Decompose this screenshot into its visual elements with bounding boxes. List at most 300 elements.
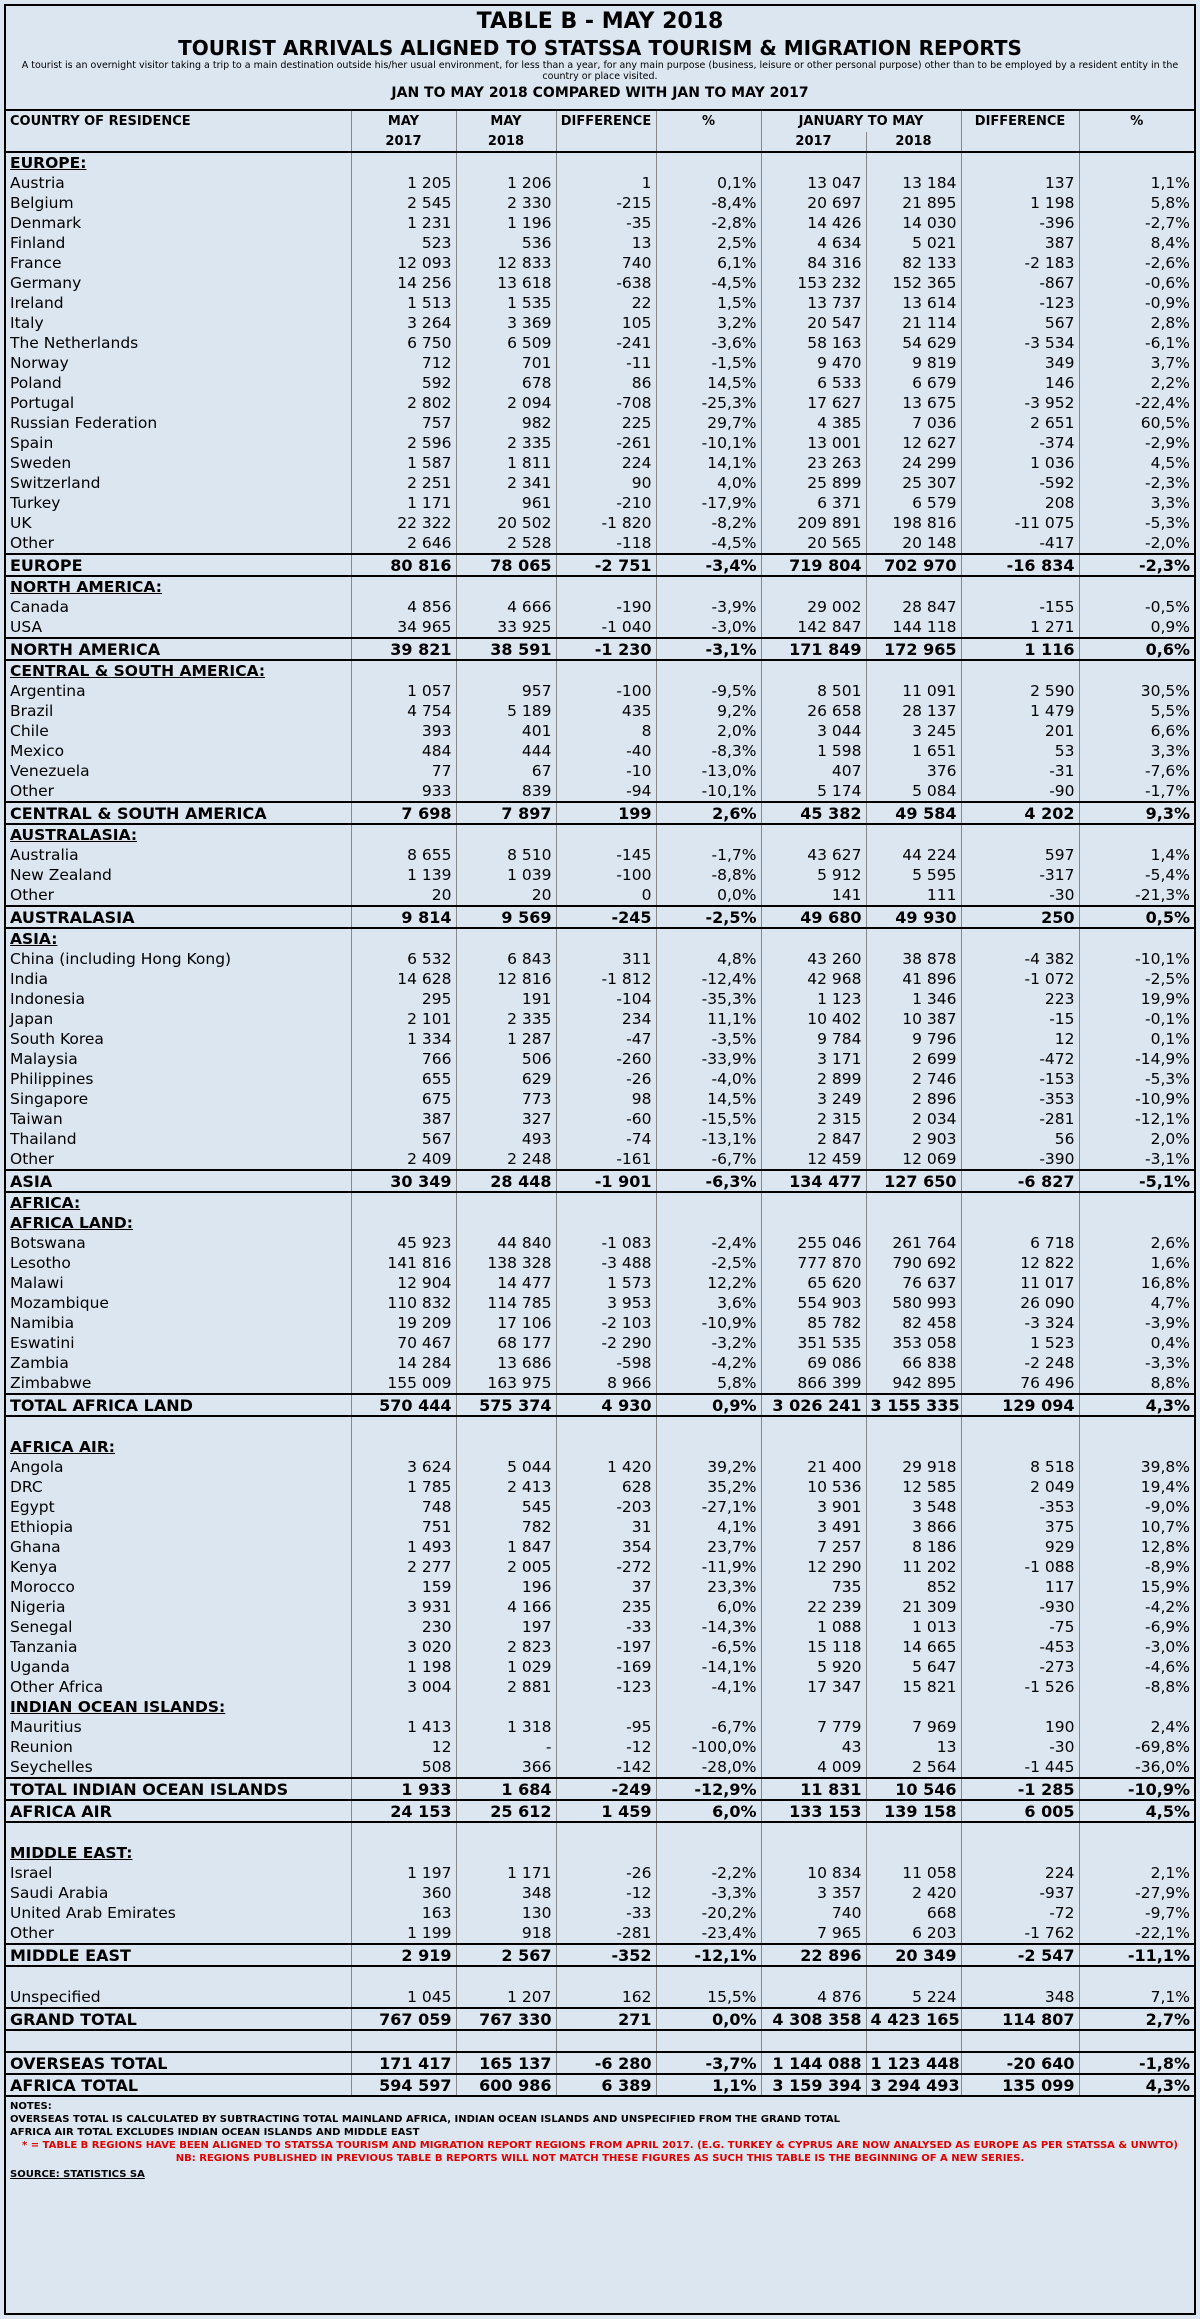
cell-value: -23,4%	[656, 1923, 761, 1944]
cell-value	[761, 1843, 866, 1863]
cell-value: 4 202	[961, 802, 1079, 824]
cell-value	[556, 152, 656, 173]
cell-value: 735	[761, 1577, 866, 1597]
cell-value: 10 546	[866, 1778, 961, 1800]
cell-value	[866, 576, 961, 597]
cell-value	[351, 1697, 456, 1717]
cell-value: -2,5%	[1079, 969, 1194, 989]
row-label: Turkey	[10, 493, 61, 512]
cell-value: 33 925	[456, 617, 556, 638]
cell-value: 86	[556, 373, 656, 393]
cell-value: 22 322	[351, 513, 456, 533]
cell-value: 12,8%	[1079, 1537, 1194, 1557]
cell-value: 66 838	[866, 1353, 961, 1373]
table-row	[6, 393, 1194, 413]
cell-value: 16,8%	[1079, 1273, 1194, 1293]
cell-value: -3,9%	[656, 597, 761, 617]
cell-value	[761, 1697, 866, 1717]
row-label: South Korea	[10, 1029, 104, 1048]
cell-value: -27,9%	[1079, 1883, 1194, 1903]
cell-value: -5,3%	[1079, 513, 1194, 533]
cell-value: 393	[351, 721, 456, 741]
row-label: Other	[10, 885, 55, 904]
cell-value: 1 651	[866, 741, 961, 761]
cell-value	[656, 928, 761, 949]
cell-value: 2 596	[351, 433, 456, 453]
cell-value: 740	[761, 1903, 866, 1923]
cell-value: -203	[556, 1497, 656, 1517]
cell-value: -169	[556, 1657, 656, 1677]
cell-value: -4,0%	[656, 1069, 761, 1089]
cell-value: 2 005	[456, 1557, 556, 1577]
cell-value: 20 547	[761, 313, 866, 333]
cell-value: 2 101	[351, 1009, 456, 1029]
row-label: INDIAN OCEAN ISLANDS:	[10, 1697, 226, 1716]
cell-value: 4,5%	[1079, 453, 1194, 473]
cell-value: -3,0%	[1079, 1637, 1194, 1657]
cell-value: 2,6%	[1079, 1233, 1194, 1253]
cell-value	[656, 660, 761, 681]
cell-value: 9 814	[351, 906, 456, 928]
cell-value: 6 679	[866, 373, 961, 393]
cell-value: 929	[961, 1537, 1079, 1557]
cell-value: 196	[456, 1577, 556, 1597]
table-row	[6, 293, 1194, 313]
cell-value: 9 470	[761, 353, 866, 373]
notes-title: NOTES:	[10, 2101, 52, 2112]
cell-value: 1,4%	[1079, 845, 1194, 865]
cell-value: 0,5%	[1079, 906, 1194, 928]
cell-value: 20	[351, 885, 456, 906]
cell-value: 387	[961, 233, 1079, 253]
cell-value: -1,7%	[1079, 781, 1194, 802]
cell-value	[351, 1213, 456, 1233]
row-label: AFRICA:	[10, 1193, 81, 1212]
cell-value: 129 094	[961, 1394, 1079, 1416]
table-row	[6, 1029, 1194, 1049]
cell-value: 366	[456, 1757, 556, 1778]
cell-value: 6,1%	[656, 253, 761, 273]
row-label: Canada	[10, 597, 69, 616]
cell-value: -281	[961, 1109, 1079, 1129]
cell-value: -13,0%	[656, 761, 761, 781]
cell-value: 545	[456, 1497, 556, 1517]
table-row	[6, 373, 1194, 393]
cell-value: -123	[556, 1677, 656, 1697]
cell-value: 575 374	[456, 1394, 556, 1416]
cell-value: 5 647	[866, 1657, 961, 1677]
cell-value: -2 290	[556, 1333, 656, 1353]
cell-value: 1 479	[961, 701, 1079, 721]
cell-value: 1 206	[456, 173, 556, 193]
row-label: Kenya	[10, 1557, 58, 1576]
cell-value: 4 930	[556, 1394, 656, 1416]
cell-value: 65 620	[761, 1273, 866, 1293]
total-row	[6, 554, 1194, 576]
row-label: GRAND TOTAL	[6, 2008, 351, 2030]
cell-value: 407	[761, 761, 866, 781]
cell-value: -197	[556, 1637, 656, 1657]
cell-value: 98	[556, 1089, 656, 1109]
cell-value	[556, 576, 656, 597]
cell-value: 1 057	[351, 681, 456, 701]
cell-value: -94	[556, 781, 656, 802]
cell-value: 11 202	[866, 1557, 961, 1577]
cell-value: 6 718	[961, 1233, 1079, 1253]
cell-value: 3 548	[866, 1497, 961, 1517]
cell-value: 2 315	[761, 1109, 866, 1129]
cell-value: 348	[456, 1883, 556, 1903]
cell-value: -3,5%	[656, 1029, 761, 1049]
cell-value: 536	[456, 233, 556, 253]
cell-value: 201	[961, 721, 1079, 741]
cell-value: 39,2%	[656, 1457, 761, 1477]
cell-value: 171 417	[351, 2052, 456, 2074]
cell-value: 13 001	[761, 433, 866, 453]
cell-value: 127 650	[866, 1170, 961, 1192]
cell-value: 3 159 394	[761, 2074, 866, 2096]
cell-value	[351, 2030, 456, 2052]
cell-value: 6 750	[351, 333, 456, 353]
table-row	[6, 949, 1194, 969]
cell-value: 567	[351, 1129, 456, 1149]
cell-value: 678	[456, 373, 556, 393]
table-row	[6, 681, 1194, 701]
cell-value: 3 866	[866, 1517, 961, 1537]
cell-value: 13 184	[866, 173, 961, 193]
cell-value: 0,1%	[656, 173, 761, 193]
cell-value: 43	[761, 1737, 866, 1757]
cell-value: 3 624	[351, 1457, 456, 1477]
row-label: UK	[10, 513, 32, 532]
cell-value: 1 811	[456, 453, 556, 473]
cell-value: 69 086	[761, 1353, 866, 1373]
cell-value: -390	[961, 1149, 1079, 1170]
cell-value: 6 005	[961, 1800, 1079, 1822]
cell-value	[456, 1213, 556, 1233]
cell-value	[761, 1416, 866, 1437]
cell-value: -13,1%	[656, 1129, 761, 1149]
cell-value: 22 239	[761, 1597, 866, 1617]
cell-value: -6,5%	[656, 1637, 761, 1657]
cell-value: 76 496	[961, 1373, 1079, 1394]
row-label: Senegal	[10, 1617, 73, 1636]
cell-value: -1 083	[556, 1233, 656, 1253]
cell-value	[866, 1213, 961, 1233]
cell-value	[656, 1437, 761, 1457]
total-row	[6, 638, 1194, 660]
cell-value: 2 034	[866, 1109, 961, 1129]
cell-value: 2 896	[866, 1089, 961, 1109]
cell-value	[1079, 576, 1194, 597]
cell-value: 493	[456, 1129, 556, 1149]
cell-value	[656, 2030, 761, 2052]
cell-value	[1079, 1416, 1194, 1437]
cell-value: -10	[556, 761, 656, 781]
cell-value: 11 091	[866, 681, 961, 701]
table-row	[6, 513, 1194, 533]
cell-value: 2 881	[456, 1677, 556, 1697]
cell-value: 15 821	[866, 1677, 961, 1697]
cell-value: 14 628	[351, 969, 456, 989]
table-row	[6, 1313, 1194, 1333]
cell-value: 4,7%	[1079, 1293, 1194, 1313]
cell-value: 5 189	[456, 701, 556, 721]
cell-value: 68 177	[456, 1333, 556, 1353]
cell-value: 4,3%	[1079, 2074, 1194, 2096]
row-label: AFRICA AIR:	[10, 1437, 115, 1456]
cell-value: -1 445	[961, 1757, 1079, 1778]
cell-value: -1,7%	[656, 845, 761, 865]
cell-value: -8,9%	[1079, 1557, 1194, 1577]
total-row	[6, 1944, 1194, 1966]
cell-value: 0,6%	[1079, 638, 1194, 660]
row-label: New Zealand	[10, 865, 112, 884]
cell-value: 933	[351, 781, 456, 802]
cell-value: -20 640	[961, 2052, 1079, 2074]
cell-value: -6,3%	[656, 1170, 761, 1192]
table-row	[6, 1477, 1194, 1497]
cell-value	[866, 1966, 961, 1987]
table-subheader-row	[6, 132, 1194, 152]
cell-value: -417	[961, 533, 1079, 554]
row-label: Singapore	[10, 1089, 89, 1108]
cell-value: 12 290	[761, 1557, 866, 1577]
row-label: Angola	[10, 1457, 64, 1476]
cell-value: 360	[351, 1883, 456, 1903]
table-row	[6, 1149, 1194, 1170]
row-label: Mauritius	[10, 1717, 82, 1736]
cell-value: 1	[556, 173, 656, 193]
table-row	[6, 885, 1194, 906]
cell-value	[556, 928, 656, 949]
cell-value: 38 878	[866, 949, 961, 969]
cell-value	[456, 1416, 556, 1437]
cell-value: -210	[556, 493, 656, 513]
row-label: Namibia	[10, 1313, 75, 1332]
row-label: Seychelles	[10, 1757, 93, 1776]
cell-value: -10,1%	[656, 781, 761, 802]
cell-value: 12 627	[866, 433, 961, 453]
cell-value: 961	[456, 493, 556, 513]
cell-value: 77	[351, 761, 456, 781]
cell-value: 1 684	[456, 1778, 556, 1800]
cell-value	[556, 1213, 656, 1233]
cell-value: 740	[556, 253, 656, 273]
cell-value: 1 036	[961, 453, 1079, 473]
row-label: OVERSEAS TOTAL	[6, 2052, 351, 2074]
cell-value	[1079, 1843, 1194, 1863]
cell-value: 1 318	[456, 1717, 556, 1737]
cell-value: -10,1%	[1079, 949, 1194, 969]
cell-value: 191	[456, 989, 556, 1009]
cell-value: 295	[351, 989, 456, 1009]
cell-value: 600 986	[456, 2074, 556, 2096]
cell-value: 629	[456, 1069, 556, 1089]
cell-value: -10,9%	[1079, 1778, 1194, 1800]
cell-value: -33	[556, 1903, 656, 1923]
col-header-pct-ytd: %	[1079, 110, 1194, 132]
cell-value: 114 807	[961, 2008, 1079, 2030]
table-row	[6, 1557, 1194, 1577]
row-label	[6, 1966, 351, 1987]
cell-value: 19 209	[351, 1313, 456, 1333]
cell-value	[351, 1843, 456, 1863]
cell-value: -11 075	[961, 513, 1079, 533]
cell-value: 2,0%	[1079, 1129, 1194, 1149]
notes-section	[6, 2097, 1194, 2165]
cell-value: -2 751	[556, 554, 656, 576]
cell-value: 250	[961, 906, 1079, 928]
cell-value: 2 251	[351, 473, 456, 493]
cell-value	[761, 2030, 866, 2052]
cell-value	[351, 1192, 456, 1213]
cell-value: 24 299	[866, 453, 961, 473]
cell-value: 2 746	[866, 1069, 961, 1089]
cell-value: 2,6%	[656, 802, 761, 824]
cell-value: 12 585	[866, 1477, 961, 1497]
cell-value	[961, 1416, 1079, 1437]
cell-value: 1 123 448	[866, 2052, 961, 2074]
cell-value: -14,1%	[656, 1657, 761, 1677]
cell-value: 20 502	[456, 513, 556, 533]
cell-value: -5,3%	[1079, 1069, 1194, 1089]
cell-value: 105	[556, 313, 656, 333]
cell-value: 5 174	[761, 781, 866, 802]
cell-value: 21 114	[866, 313, 961, 333]
cell-value: 2 564	[866, 1757, 961, 1778]
cell-value: 25 307	[866, 473, 961, 493]
cell-value: 223	[961, 989, 1079, 1009]
cell-value	[866, 1416, 961, 1437]
total-row	[6, 2074, 1194, 2096]
total-row	[6, 1778, 1194, 1800]
cell-value: -27,1%	[656, 1497, 761, 1517]
section-heading-row	[6, 1437, 1194, 1457]
cell-value: 7 897	[456, 802, 556, 824]
cell-value: 1 171	[456, 1863, 556, 1883]
cell-value	[961, 1697, 1079, 1717]
cell-value: -281	[556, 1923, 656, 1944]
cell-value: -6,1%	[1079, 333, 1194, 353]
cell-value: 17 347	[761, 1677, 866, 1697]
cell-value: 1 413	[351, 1717, 456, 1737]
cell-value: -47	[556, 1029, 656, 1049]
row-label: CENTRAL & SOUTH AMERICA	[6, 802, 351, 824]
cell-value: -72	[961, 1903, 1079, 1923]
row-label: Denmark	[10, 213, 82, 232]
cell-value: 1 197	[351, 1863, 456, 1883]
col-header-country: COUNTRY OF RESIDENCE	[6, 110, 351, 132]
cell-value: 757	[351, 413, 456, 433]
col-header-difference: DIFFERENCE	[556, 110, 656, 132]
cell-value: 9 819	[866, 353, 961, 373]
cell-value	[961, 1843, 1079, 1863]
cell-value: -272	[556, 1557, 656, 1577]
cell-value: 37	[556, 1577, 656, 1597]
cell-value: 26 658	[761, 701, 866, 721]
row-label	[6, 2030, 351, 2052]
row-label: Finland	[10, 233, 66, 252]
cell-value: 387	[351, 1109, 456, 1129]
table-row	[6, 721, 1194, 741]
cell-value: 0,9%	[1079, 617, 1194, 638]
cell-value	[1079, 1822, 1194, 1843]
cell-value: 117	[961, 1577, 1079, 1597]
row-label: Egypt	[10, 1497, 55, 1516]
cell-value: 224	[961, 1863, 1079, 1883]
cell-value: 30 349	[351, 1170, 456, 1192]
cell-value: 84 316	[761, 253, 866, 273]
cell-value	[866, 1192, 961, 1213]
cell-value: 230	[351, 1617, 456, 1637]
cell-value: 13 618	[456, 273, 556, 293]
report-subtitle: TOURIST ARRIVALS ALIGNED TO STATSSA TOURISM & MIGRATION REPORTS	[178, 36, 1022, 60]
source-credit: SOURCE: STATISTICS SA	[10, 2169, 145, 2180]
cell-value: -4 382	[961, 949, 1079, 969]
cell-value: 60,5%	[1079, 413, 1194, 433]
cell-value: 375	[961, 1517, 1079, 1537]
cell-value: 6 579	[866, 493, 961, 513]
cell-value: -215	[556, 193, 656, 213]
cell-value: -14,3%	[656, 1617, 761, 1637]
cell-value: 866 399	[761, 1373, 866, 1394]
cell-value	[351, 152, 456, 173]
cell-value: 2 420	[866, 1883, 961, 1903]
cell-value: -1 088	[961, 1557, 1079, 1577]
cell-value	[656, 1822, 761, 1843]
cell-value: -2,8%	[656, 213, 761, 233]
row-label: Venezuela	[10, 761, 90, 780]
arrivals-table	[6, 109, 1194, 2097]
cell-value	[556, 2030, 656, 2052]
cell-value	[456, 576, 556, 597]
cell-value: 6 509	[456, 333, 556, 353]
cell-value: -35	[556, 213, 656, 233]
cell-value: -2,3%	[1079, 554, 1194, 576]
cell-value	[656, 1192, 761, 1213]
cell-value: 141	[761, 885, 866, 906]
cell-value: -4,2%	[656, 1353, 761, 1373]
row-label: Other	[10, 781, 55, 800]
cell-value	[961, 1966, 1079, 1987]
col-header-jan-may: JANUARY TO MAY	[761, 110, 961, 132]
cell-value	[351, 1822, 456, 1843]
cell-value: 5,8%	[656, 1373, 761, 1394]
cell-value	[456, 660, 556, 681]
table-row	[6, 1009, 1194, 1029]
cell-value: -20,2%	[656, 1903, 761, 1923]
row-label: Botswana	[10, 1233, 86, 1252]
cell-value: -592	[961, 473, 1079, 493]
cell-value: 3 491	[761, 1517, 866, 1537]
row-label: DRC	[10, 1477, 43, 1496]
cell-value: 580 993	[866, 1293, 961, 1313]
cell-value: 13	[556, 233, 656, 253]
cell-value: 225	[556, 413, 656, 433]
table-row	[6, 1863, 1194, 1883]
cell-value: 2 094	[456, 393, 556, 413]
cell-value: 7 965	[761, 1923, 866, 1944]
cell-value: -3 952	[961, 393, 1079, 413]
cell-value: 327	[456, 1109, 556, 1129]
table-row	[6, 413, 1194, 433]
cell-value: -7,6%	[1079, 761, 1194, 781]
cell-value: -40	[556, 741, 656, 761]
cell-value: 1 045	[351, 1987, 456, 2008]
cell-value: 111	[866, 885, 961, 906]
cell-value: 3 901	[761, 1497, 866, 1517]
